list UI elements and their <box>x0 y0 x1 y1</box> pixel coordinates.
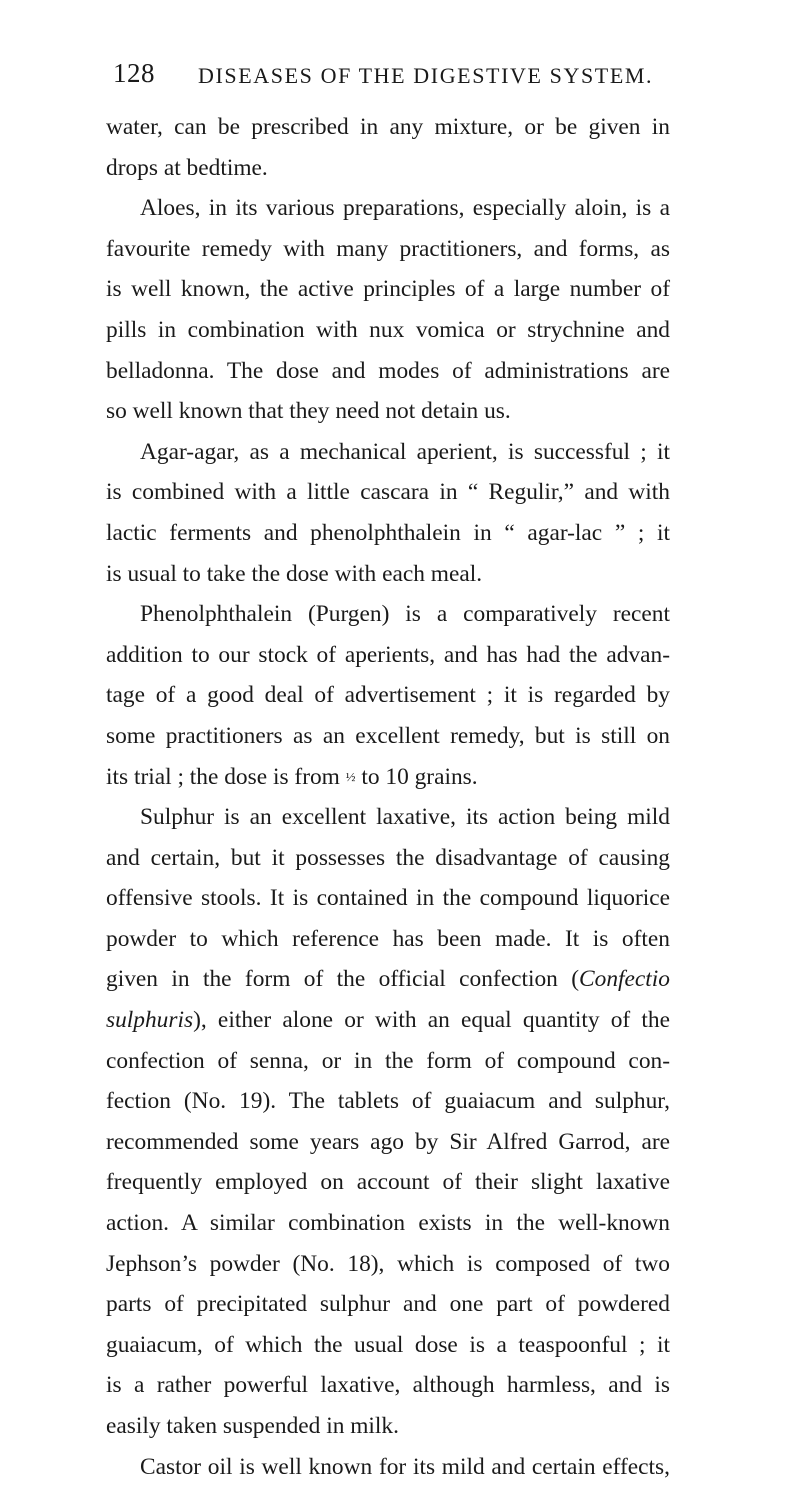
text-line: Sulphur is an excellent laxative, its action being mild <box>140 804 670 831</box>
text-line <box>106 1000 670 1041</box>
text-line: is combined with a little cascara in “ Regulir,” and with <box>106 479 670 506</box>
text-line: is usual to take the dose with each meal. <box>106 560 483 587</box>
italic-term: sulphuris <box>106 1007 194 1034</box>
text-line: some practitioners as an excellent remedy, but is still on <box>106 722 670 749</box>
text-line: recommended some years ago by Sir Alfred Garrod, are <box>106 1128 670 1155</box>
text-line: offensive stools. It is contained in the compound liquorice <box>106 885 670 912</box>
text-line: powder to which reference has been made. It is often <box>106 925 670 952</box>
text-line: confection of senna, or in the form of compound con- <box>106 1047 670 1074</box>
text-line: Jephson’s powder (No. 18), which is composed of two <box>106 1250 670 1277</box>
text-line: Agar-agar, as a mechanical aperient, is successful ; it <box>140 438 670 465</box>
text-line: and certain, but it possesses the disadvantage of causing <box>106 844 670 871</box>
italic-term: Confectio <box>579 966 670 993</box>
text-line: is a rather powerful laxative, although harmless, and is <box>106 1372 670 1399</box>
text-line: favourite remedy with many practitioners, and forms, as <box>106 235 670 262</box>
text-fragment: ), either alone or with an equal quantity of the <box>193 1007 670 1034</box>
text-line <box>106 959 670 1000</box>
text-line: fection (No. 19). The tablets of guaiacum and sulphur, <box>106 1088 670 1115</box>
text-line: action. A similar combination exists in the well-known <box>106 1210 670 1237</box>
text-line <box>106 757 670 798</box>
text-fragment: to 10 grains. <box>355 763 478 790</box>
text-line: tage of a good deal of advertisement ; it is regarded by <box>106 682 670 709</box>
text-line: Aloes, in its various preparations, especially aloin, is a <box>140 195 670 222</box>
text-line: addition to our stock of aperients, and has had the advan- <box>106 641 670 668</box>
text-line: pills in combination with nux vomica or strychnine and <box>106 316 670 343</box>
text-fragment: its trial ; the dose is from <box>106 763 346 790</box>
text-line: drops at bedtime. <box>106 154 268 181</box>
page-header <box>113 58 673 98</box>
text-line: easily taken suspended in milk. <box>106 1413 399 1439</box>
text-line: water, can be prescribed in any mixture, or be given in <box>106 114 670 140</box>
page-number: 128 <box>113 58 155 88</box>
text-line: so well known that they need not detain us. <box>106 398 511 425</box>
text-line: parts of precipitated sulphur and one part of powdered <box>106 1291 670 1318</box>
text-line: guaiacum, of which the usual dose is a teaspoonful ; it <box>106 1331 670 1358</box>
text-line: Castor oil is well known for its mild and certain effects, <box>140 1453 670 1480</box>
body-text <box>106 107 670 1487</box>
text-line: frequently employed on account of their slight laxative <box>106 1169 670 1196</box>
text-line: is well known, the active principles of a large number of <box>106 276 670 303</box>
running-head: DISEASES OF THE DIGESTIVE SYSTEM. <box>198 63 654 88</box>
text-line: lactic ferments and phenolphthalein in “ agar-lac ” ; it <box>106 519 670 546</box>
text-line: belladonna. The dose and modes of administrations are <box>106 357 670 384</box>
text-fragment: given in the form of the official confection ( <box>106 966 580 993</box>
text-line: Phenolphthalein (Purgen) is a comparatively recent <box>140 601 670 628</box>
fraction-half: ½ <box>345 768 356 784</box>
